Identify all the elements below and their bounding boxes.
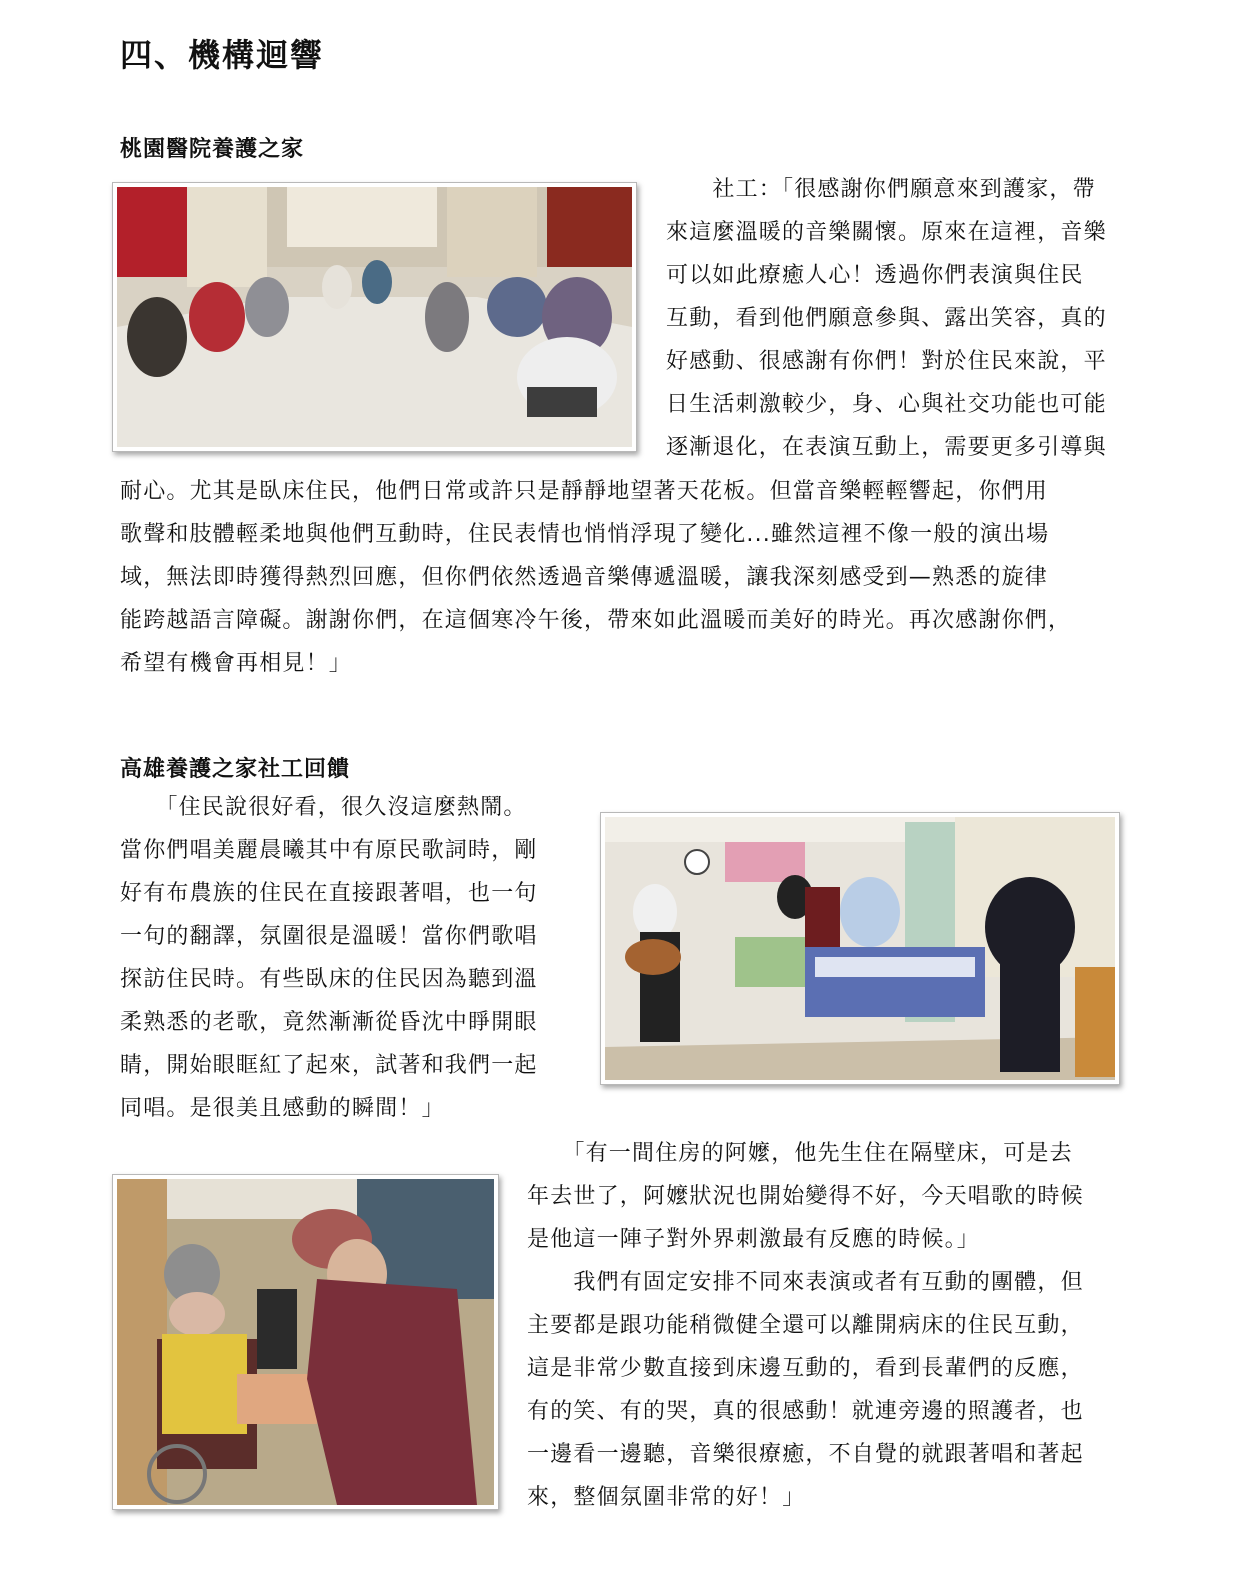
block1-line: 可以如此療癒人心！透過你們表演與住民 [666,263,1084,288]
photo-bedside-guitar [600,812,1120,1085]
block1-line: 社工：「很感謝你們願意來到護家，帶 [666,177,1096,202]
block1-line: 域，無法即時獲得熱烈回應，但你們依然透過音樂傳遞溫暖，讓我深刻感受到—熟悉的旋律 [120,565,1049,590]
block2-line: 柔熟悉的老歌，竟然漸漸從昏沈中睜開眼 [120,1010,538,1035]
block1-line: 能跨越語言障礙。謝謝你們，在這個寒冷午後，帶來如此溫暖而美好的時光。再次感謝你們， [120,608,1072,633]
block2-line: 是他這一陣子對外界刺激最有反應的時候。」 [527,1227,981,1252]
block1-line: 好感動、很感謝有你們！對於住民來說，平 [666,349,1107,374]
block2-line: 有的笑、有的哭，真的很感動！就連旁邊的照護者，也 [527,1399,1084,1424]
block2-text-right2 [527,1261,1127,1519]
block1-line: 希望有機會再相見！」 [120,651,353,676]
block1-line: 逐漸退化，在表演互動上，需要更多引導與 [666,435,1107,460]
block2-text-left [120,786,585,1130]
block2-line: 一句的翻譯，氛圍很是溫暖！當你們歌唱 [120,924,538,949]
block2-line: 「有一間住房的阿嬤，他先生住在隔壁床，可是去 [527,1141,1073,1166]
block2-line: 好有布農族的住民在直接跟著唱，也一句 [120,881,538,906]
block2-line: 「住民說很好看，很久沒這麼熱鬧。 [120,795,527,820]
block2-line: 主要都是跟功能稍微健全還可以離開病床的住民互動， [527,1313,1084,1338]
block2-text-right1 [527,1132,1127,1261]
block2-line: 探訪住民時。有些臥床的住民因為聽到溫 [120,967,538,992]
block2-heading: 高雄養護之家社工回饋 [120,757,351,782]
block1-line: 來這麼溫暖的音樂關懷。原來在這裡，音樂 [666,220,1107,245]
block1-line: 耐心。尤其是臥床住民，他們日常或許只是靜靜地望著天花板。但當音樂輕輕響起，你們用 [120,479,1049,504]
block2-line: 同唱。是很美且感動的瞬間！」 [120,1096,445,1121]
block1-line: 日生活刺激較少，身、心與社交功能也可能 [666,392,1107,417]
block2-line: 這是非常少數直接到床邊互動的，看到長輩們的反應， [527,1356,1084,1381]
block1-text-right [666,168,1126,469]
block2-line: 年去世了，阿嬤狀況也開始變得不好，今天唱歌的時候 [527,1184,1084,1209]
block1-line: 互動，看到他們願意參與、露出笑容，真的 [666,306,1107,331]
block1-text-full [120,470,1130,685]
block2-line: 來，整個氛圍非常的好！」 [527,1485,806,1510]
block2-line: 睛，開始眼眶紅了起來，試著和我們一起 [120,1053,538,1078]
block1-line: 歌聲和肢體輕柔地與他們互動時，住民表情也悄悄浮現了變化...雖然這裡不像一般的演出場 [120,522,1050,547]
block2-line: 我們有固定安排不同來表演或者有互動的團體，但 [527,1270,1084,1295]
photo-resident-hands [112,1174,499,1510]
block1-heading: 桃園醫院養護之家 [120,137,305,162]
section-title: 四、機構迴響 [120,36,325,74]
block2-line: 一邊看一邊聽，音樂很療癒，不自覺的就跟著唱和著起 [527,1442,1084,1467]
photo-performance-hall [112,182,637,452]
block2-line: 當你們唱美麗晨曦其中有原民歌詞時，剛 [120,838,538,863]
